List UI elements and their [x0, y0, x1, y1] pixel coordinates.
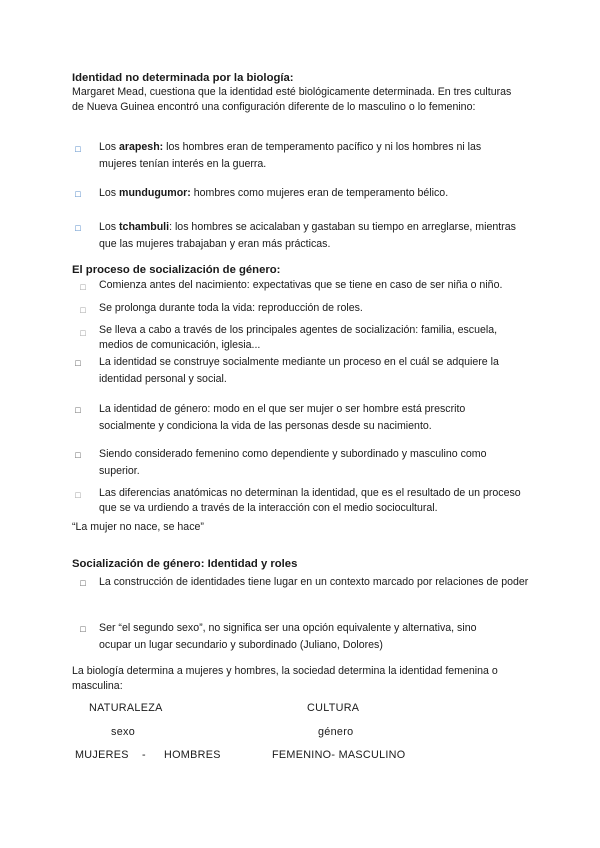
heading-proceso: El proceso de socialización de género: — [72, 264, 281, 276]
genero-label: género — [318, 726, 354, 738]
bullet-square-icon: □ — [80, 624, 86, 634]
list-item: Comienza antes del nacimiento: expectativas que se tiene en caso de ser niña o niño. — [99, 279, 503, 291]
tribe-item-tchambuli: Los tchambuli: los hombres se acicalaban y gastaban su tiempo en arreglarse, mientras que las mujeres trabajaban y eran más prácticas. — [99, 221, 516, 250]
list-item: Ser “el segundo sexo”, no significa ser una opción equivalente y alternativa, sino ocupar un lugar secundario y subordinado (Juliano, Dolores) — [99, 622, 477, 651]
cultura-label: CULTURA — [307, 702, 360, 714]
bullet-square-icon: □ — [75, 450, 81, 460]
bullet-square-icon: □ — [80, 282, 86, 292]
bullet-square-icon: □ — [80, 305, 86, 315]
intro-paragraph: Margaret Mead, cuestiona que la identidad esté biológicamente determinada. En tres culturas de Nueva Guinea encontró una configuración diferente de lo masculino o lo femenino: — [72, 86, 512, 113]
quote-text: “La mujer no nace, se hace” — [72, 521, 204, 533]
heading-identidad: Identidad no determinada por la biología: — [72, 72, 294, 84]
bullet-square-icon: □ — [75, 189, 81, 199]
bullet-square-icon: □ — [80, 578, 86, 588]
bullet-square-icon: □ — [75, 223, 81, 233]
bullet-square-icon: □ — [75, 358, 81, 368]
list-item: Se lleva a cabo a través de los principales agentes de socialización: familia, escuela, medios de comunicación, iglesia... — [99, 324, 498, 351]
list-item: Las diferencias anatómicas no determinan la identidad, que es el resultado de un proceso que se va urdiendo a través de la interacción con el medio sociocultural. — [99, 487, 521, 514]
list-item: Siendo considerado femenino como dependiente y subordinado y masculino como superior. — [99, 448, 487, 477]
hombres-label: HOMBRES — [164, 749, 221, 761]
heading-socializacion: Socialización de género: Identidad y roles — [72, 558, 298, 570]
mujeres-label: MUJERES — [75, 749, 129, 761]
tribe-item-mundugumor: Los mundugumor: hombres como mujeres eran de temperamento bélico. — [99, 187, 449, 199]
naturaleza-label: NATURALEZA — [89, 702, 163, 714]
tribe-item-arapesh: Los arapesh: los hombres eran de temperamento pacífico y ni los hombres ni las mujeres tenían interés en la guerra. — [99, 141, 482, 170]
femenino-masculino-label: FEMENINO- MASCULINO — [272, 749, 406, 761]
bullet-square-icon: □ — [75, 405, 81, 415]
bullet-square-icon: □ — [75, 490, 81, 500]
list-item: La identidad de género: modo en el que ser mujer o ser hombre está prescrito socialmente y condiciona la vida de las personas desde su nacimiento. — [99, 403, 466, 432]
dash-separator: - — [142, 749, 146, 761]
sexo-label: sexo — [111, 726, 136, 738]
list-item: Se prolonga durante toda la vida: reproducción de roles. — [99, 302, 363, 314]
bullet-square-icon: □ — [75, 144, 81, 154]
bullet-square-icon: □ — [80, 328, 86, 338]
list-item: La identidad se construye socialmente mediante un proceso en el cuál se adquiere la identidad personal y social. — [99, 356, 499, 385]
closing-paragraph: La biología determina a mujeres y hombres, la sociedad determina la identidad femenina o masculina: — [72, 665, 498, 692]
list-item: La construcción de identidades tiene lugar en un contexto marcado por relaciones de poder — [99, 576, 529, 588]
